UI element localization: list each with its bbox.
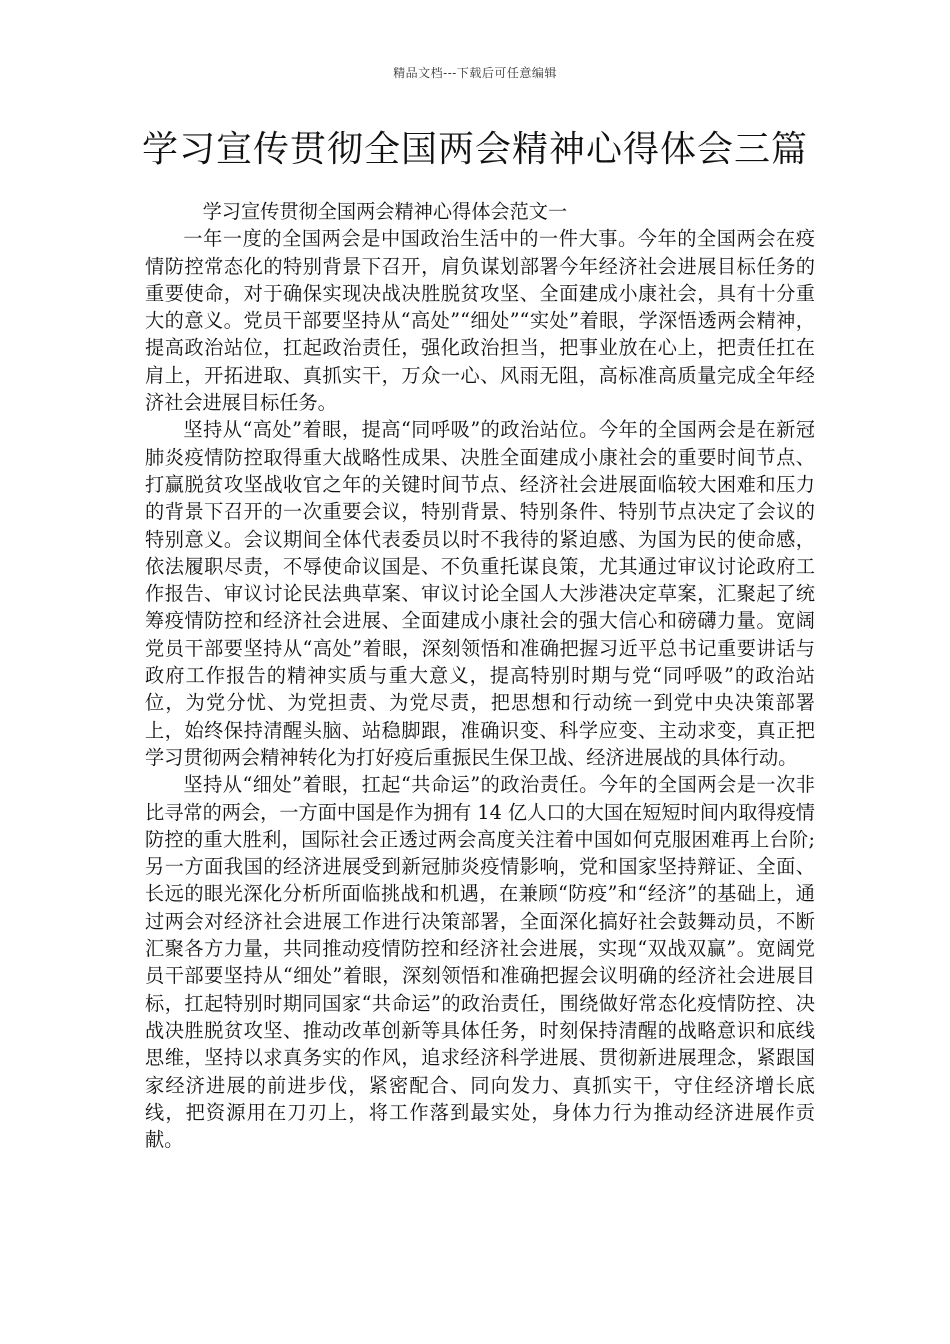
paragraph-intro: 一年一度的全国两会是中国政治生活中的一件大事。今年的全国两会在疫情防控常态化的特别背景下召开，肩负谋划部署今年经济社会进展目标任务的重要使命，对于确保实现决战决胜脱贫攻坚、全面建成小康社会，具有十分重大的意义。党员干部要坚持从“高处”“细处”“实处”着眼，学深悟透两会精神，提高政治站位，扛起政治责任，强化政治担当，把事业放在心上，把责任扛在肩上，开拓进取、真抓实干，万众一心、风雨无阻，高标准高质量完成全年经济社会进展目标任务。 xyxy=(145,227,815,415)
document-subtitle: 学习宣传贯彻全国两会精神心得体会范文一 xyxy=(202,200,568,223)
paragraph-high-point: 坚持从“高处”着眼，提高“同呼吸”的政治站位。今年的全国两会是在新冠肺炎疫情防控取得重大战略性成果、决胜全面建成小康社会的重要时间节点、打赢脱贫攻坚战收官之年的关键时间节点、经济社会进展面临较大困难和压力的背景下召开的一次重要会议，特别背景、特别条件、特别节点决定了会议的特别意义。会议期间全体代表委员以时不我待的紧迫感、为国为民的使命感，依法履职尽责，不辱使命议国是、不负重托谋良策，尤其通过审议讨论政府工作报告、审议讨论民法典草案、审议讨论全国人大涉港决定草案，汇聚起了统筹疫情防控和经济社会进展、全面建成小康社会的强大信心和磅礴力量。宽阔党员干部要坚持从“高处”着眼，深刻领悟和准确把握习近平总书记重要讲话与政府工作报告的精神实质与重大意义，提高特别时期与党“同呼吸”的政治站位，为党分忧、为党担责、为党尽责，把思想和行动统一到党中央决策部署上，始终保持清醒头脑、站稳脚跟，准确识变、科学应变、主动求变，真正把学习贯彻两会精神转化为打好疫后重振民生保卫战、经济进展战的具体行动。 xyxy=(145,418,815,769)
page-header-watermark: 精品文档---下载后可任意编辑 xyxy=(393,66,557,80)
paragraph-detail-point: 坚持从“细处”着眼，扛起“共命运”的政治责任。今年的全国两会是一次非比寻常的两会，一方面中国是作为拥有 14 亿人口的大国在短短时间内取得疫情防控的重大胜利，国际社会正透过两会高度关注着中国如何克服困难再上台阶;另一方面我国的经济进展受到新冠肺炎疫情影响，党和国家坚持辩证、全面、长远的眼光深化分析所面临挑战和机遇，在兼顾“防疫”和“经济”的基础上，通过两会对经济社会进展工作进行决策部署，全面深化搞好社会鼓舞动员，不断汇聚各方力量，共同推动疫情防控和经济社会进展，实现“双战双赢”。宽阔党员干部要坚持从“细处”着眼，深刻领悟和准确把握会议明确的经济社会进展目标，扛起特别时期同国家“共命运”的政治责任，围绕做好常态化疫情防控、决战决胜脱贫攻坚、推动改革创新等具体任务，时刻保持清醒的战略意识和底线思维，坚持以求真务实的作风，追求经济科学进展、贯彻新进展理念，紧跟国家经济进展的前进步伐，紧密配合、同向发力、真抓实干，守住经济增长底线，把资源用在刀刃上，将工作落到最实处，身体力行为推动经济进展作贡献。 xyxy=(145,773,815,1152)
document-title: 学习宣传贯彻全国两会精神心得体会三篇 xyxy=(141,129,808,170)
document-body xyxy=(145,198,815,1153)
